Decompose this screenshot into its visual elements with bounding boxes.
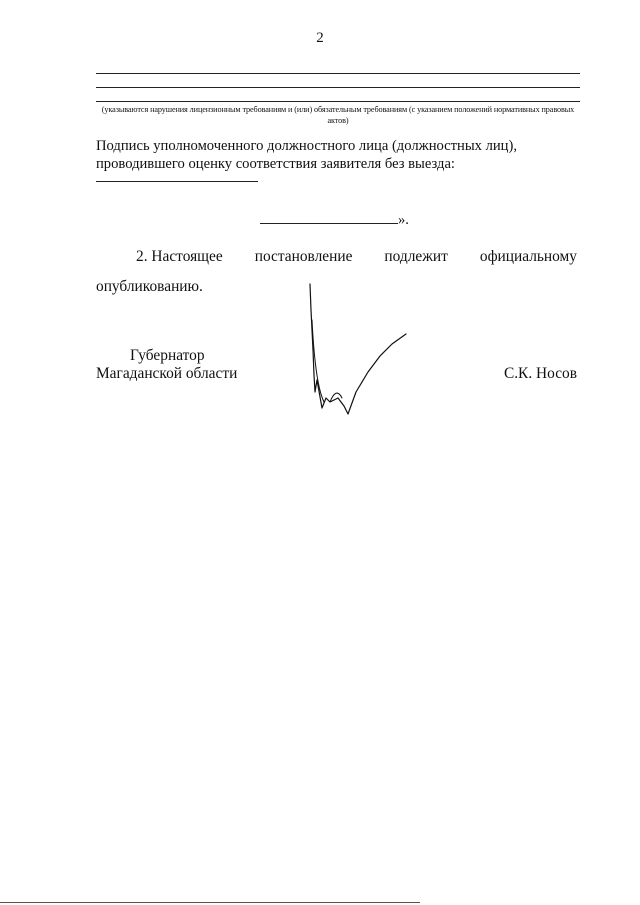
violations-note: (указываются нарушения лицензионным требованиям и (или) обязательным требованиям (с указанием положений нормативных правовых актов) [101,105,575,125]
signature-prompt: Подпись уполномоченного должностного лица (должностных лиц), проводившего оценку соответствия заявителя без выезда: [96,138,517,172]
page-number: 2 [316,30,324,46]
governor-title-line-1: Губернатор [130,347,205,364]
signature-blank-line [96,181,258,182]
closing-blank [260,211,398,224]
paragraph-2-line-1 [96,242,577,272]
governor-name: С.К. Носов [503,365,577,382]
paragraph-2-word: 2. Настоящее [136,248,223,265]
paragraph-2-word: постановление [254,248,353,265]
handwritten-signature [300,280,420,420]
paragraph-2-line-2: опубликованию. [96,278,203,295]
governor-title [96,347,237,383]
governor-title-line-2: Магаданской области [96,365,238,382]
blank-line-1 [96,73,580,74]
bottom-edge-line [0,902,420,903]
closing-quote: ». [398,212,409,228]
closing-line [260,211,409,229]
paragraph-2-word: подлежит [384,248,448,265]
blank-line-2 [96,87,580,88]
blank-line-3 [96,101,580,102]
paragraph-2-word: официальному [479,248,577,265]
